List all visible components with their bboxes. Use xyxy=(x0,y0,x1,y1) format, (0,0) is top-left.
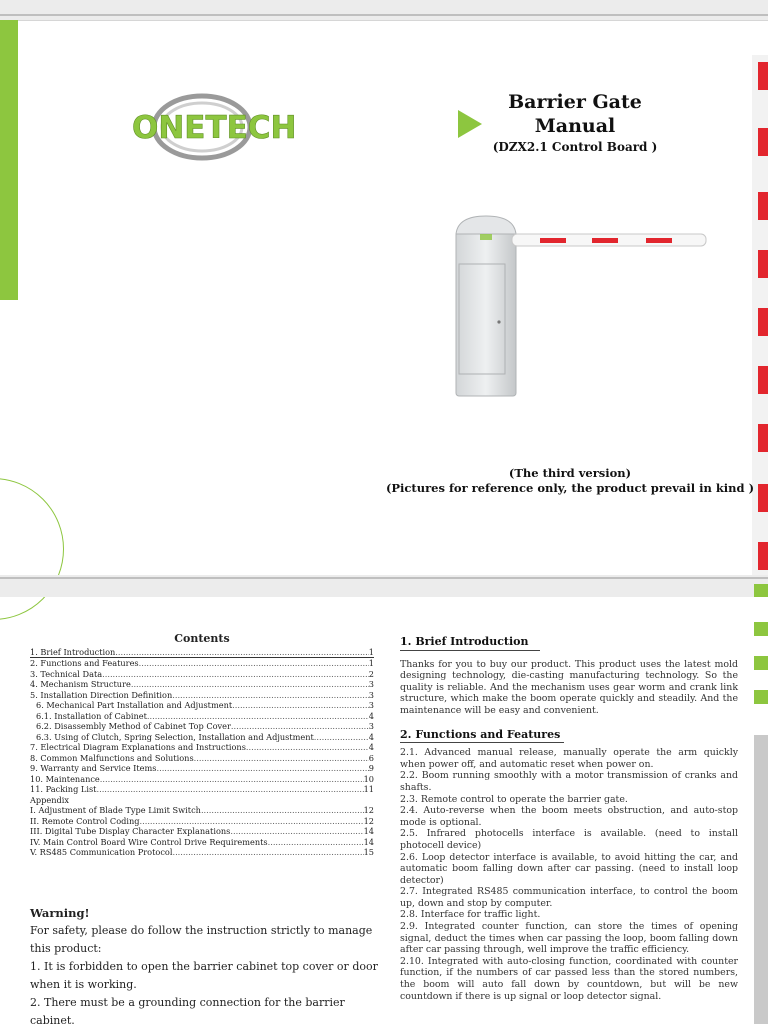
green-square xyxy=(754,622,768,636)
toc-entry xyxy=(30,753,374,764)
red-dash xyxy=(758,192,768,220)
feature-item: 2.1. Advanced manual release, manually operate the arm quickly when power off, and automatic reset when power on. xyxy=(400,747,738,770)
green-circle-decoration xyxy=(0,478,64,620)
toc-list xyxy=(30,647,374,858)
toc-leader-dots xyxy=(172,690,369,701)
toc-entry-page: 14 xyxy=(363,836,374,847)
features-list xyxy=(400,747,738,1002)
toc-entry-title: III. Digital Tube Display Character Explanations xyxy=(30,826,231,836)
toc-entry-title: V. RS485 Communication Protocol xyxy=(30,847,173,857)
toc-entry-page: 11 xyxy=(363,784,374,794)
toc-entry-page: 1 xyxy=(368,658,374,668)
toc-entry-title: 5. Installation Direction Definition xyxy=(30,689,173,700)
toc-entry-title: 8. Common Malfunctions and Solutions xyxy=(30,752,194,763)
toc-entry-title: 2. Functions and Features xyxy=(30,658,139,668)
toc-entry-page: 15 xyxy=(363,847,374,857)
warning-line: 1. It is forbidden to open the barrier cabinet top cover or door xyxy=(30,960,378,973)
toc-entry-page: 9 xyxy=(368,763,374,773)
toc-leader-dots xyxy=(246,742,369,753)
toc-entry-page: 4 xyxy=(368,731,374,742)
warning-line: when it is working. xyxy=(30,978,137,991)
section-1-heading: 1. Brief Introduction xyxy=(400,636,540,651)
toc-entry xyxy=(30,795,374,806)
toc-entry xyxy=(30,774,374,785)
toc-leader-dots xyxy=(156,763,368,774)
toc-leader-dots xyxy=(232,700,369,711)
toc-leader-dots xyxy=(314,732,369,743)
toc-entry xyxy=(30,784,374,795)
toc-entry xyxy=(30,679,374,690)
toc-leader-dots xyxy=(100,774,364,785)
toc-entry-page: 12 xyxy=(363,805,374,815)
red-dash xyxy=(758,308,768,336)
right-gray-bar xyxy=(754,735,768,1024)
red-dash xyxy=(758,62,768,90)
red-dash xyxy=(758,542,768,570)
toc-entry xyxy=(30,826,374,837)
toc-entry-title: II. Remote Control Coding xyxy=(30,815,140,826)
toc-entry-title: 6. Mechanical Part Installation and Adjustment xyxy=(36,700,233,710)
toc-entry xyxy=(30,669,374,680)
feature-item: 2.9. Integrated counter function, can store the times of opening signal, deduct the times when car passing the loop, boom falling down after car passing through, well improve the traffic efficiency. xyxy=(400,921,738,956)
toc-entry xyxy=(30,742,374,753)
red-dash xyxy=(758,424,768,452)
toc-entry xyxy=(30,721,374,732)
toc-entry xyxy=(30,700,374,711)
toc-entry xyxy=(30,658,374,669)
table-of-contents xyxy=(30,634,374,858)
onetech-logo xyxy=(130,92,300,162)
feature-item: 2.5. Infrared photocells interface is available. (need to install photocell device) xyxy=(400,828,738,851)
title-block xyxy=(480,90,670,154)
title-line-1: Barrier Gate xyxy=(508,91,642,113)
toc-leader-dots xyxy=(115,647,368,658)
warning-block xyxy=(30,904,390,1030)
toc-entry-title: 6.1. Installation of Cabinet xyxy=(36,710,147,721)
toc-entry-page: 3 xyxy=(368,721,374,731)
toc-entry-title: 10. Maintenance xyxy=(30,773,100,784)
toc-leader-dots xyxy=(231,721,369,732)
warning-line: this product: xyxy=(30,942,102,955)
toc-leader-dots xyxy=(268,837,364,848)
toc-entry xyxy=(30,732,374,743)
toc-leader-dots xyxy=(131,679,369,690)
section-1-text: Thanks for you to buy our product. This product uses the latest mold designing technology, die-casting manufacturing technology. So the quality is reliable. And the mechanism uses gear worm and crank link structure, which make the boom operate quickly and steadily. And the maintenance will be easy and convenient. xyxy=(400,658,738,716)
contents-heading: Contents xyxy=(174,632,230,645)
red-dash xyxy=(758,366,768,394)
toc-leader-dots xyxy=(194,753,369,764)
toc-entry xyxy=(30,647,374,659)
toc-entry-title: 3. Technical Data xyxy=(30,668,103,679)
toc-leader-dots xyxy=(102,669,369,680)
toc-entry-page: 4 xyxy=(368,742,374,752)
green-side-bar xyxy=(0,20,18,300)
red-dash xyxy=(758,128,768,156)
warning-title: Warning! xyxy=(30,906,90,920)
barrier-gate-image xyxy=(450,210,710,400)
toc-entry-page: 4 xyxy=(368,710,374,721)
toc-entry-page: 2 xyxy=(368,668,374,679)
toc-entry-page: 6 xyxy=(368,752,374,763)
feature-item: 2.6. Loop detector interface is available, to avoid hitting the car, and automatic boom falling down after car passing. (need to install loop detector) xyxy=(400,851,738,886)
toc-entry-title: 4. Mechanism Structure xyxy=(30,679,131,689)
toc-entry-page: 10 xyxy=(363,773,374,784)
subtitle: (DZX2.1 Control Board ) xyxy=(492,140,658,154)
toc-entry-title: 1. Brief Introduction xyxy=(30,646,116,657)
toc-entry xyxy=(30,763,374,774)
toc-entry-page: 3 xyxy=(368,679,374,689)
toc-entry-title: I. Adjustment of Blade Type Limit Switch xyxy=(30,805,201,815)
toc-leader-dots xyxy=(230,826,363,837)
toc-entry-title: 11. Packing List xyxy=(30,784,97,794)
toc-leader-dots xyxy=(139,658,369,669)
toc-entry-title: 9. Warranty and Service Items xyxy=(30,763,157,773)
toc-entry-page: 14 xyxy=(363,826,374,836)
toc-leader-dots xyxy=(172,847,363,858)
toc-entry-title: 7. Electrical Diagram Explanations and Instructions xyxy=(30,742,246,752)
caption-line-1: (The third version) xyxy=(508,466,632,480)
toc-entry xyxy=(30,816,374,827)
section-2-heading: 2. Functions and Features xyxy=(400,729,564,744)
caption-line-2: (Pictures for reference only, the product prevail in kind ) xyxy=(385,481,755,495)
toc-entry xyxy=(30,690,374,701)
toc-leader-dots xyxy=(96,784,363,795)
toc-entry-title: IV. Main Control Board Wire Control Drive Requirements xyxy=(30,836,268,847)
toc-entry-title: Appendix xyxy=(30,794,69,805)
warning-line: 2. There must be a grounding connection for the barrier cabinet. xyxy=(30,996,345,1027)
right-column xyxy=(400,636,738,1002)
toc-entry-page: 3 xyxy=(368,689,374,700)
feature-item: 2.7. Integrated RS485 communication interface, to control the boom up, down and stop by computer. xyxy=(400,886,738,909)
title-line-2: Manual xyxy=(534,115,616,137)
warning-line: For safety, please do follow the instruction strictly to manage xyxy=(30,924,373,937)
toc-entry-page: 3 xyxy=(368,700,374,710)
toc-entry-title: 6.2. Disassembly Method of Cabinet Top Cover xyxy=(36,721,231,731)
red-dash xyxy=(758,250,768,278)
toc-entry xyxy=(30,837,374,848)
toc-entry xyxy=(30,805,374,816)
mid-band xyxy=(0,575,768,597)
play-arrow-icon xyxy=(458,110,482,138)
toc-leader-dots xyxy=(140,816,364,827)
toc-entry-page: 1 xyxy=(368,646,374,657)
toc-entry xyxy=(30,711,374,722)
green-square xyxy=(754,690,768,704)
toc-leader-dots xyxy=(201,805,364,816)
top-band xyxy=(0,0,768,21)
toc-entry xyxy=(30,847,374,858)
version-caption xyxy=(330,466,768,496)
green-square xyxy=(754,656,768,670)
feature-item: 2.2. Boom running smoothly with a motor transmission of cranks and shafts. xyxy=(400,770,738,793)
toc-entry-title: 6.3. Using of Clutch, Spring Selection, Installation and Adjustment xyxy=(36,731,314,742)
feature-item: 2.4. Auto-reverse when the boom meets obstruction, and auto-stop mode is optional. xyxy=(400,805,738,828)
feature-item: 2.3. Remote control to operate the barrier gate. xyxy=(400,793,628,805)
feature-item: 2.10. Integrated with auto-closing function, coordinated with counter function, if the numbers of car passed less than the stored numbers, the boom will auto fall down by countdown, but will be new countdown if there is up signal or loop detector signal. xyxy=(400,955,738,1002)
toc-leader-dots xyxy=(147,711,369,722)
toc-entry-page: 12 xyxy=(363,815,374,826)
feature-item: 2.8. Interface for traffic light. xyxy=(400,909,541,921)
svg-text:ONETECH: ONETECH xyxy=(132,110,297,146)
